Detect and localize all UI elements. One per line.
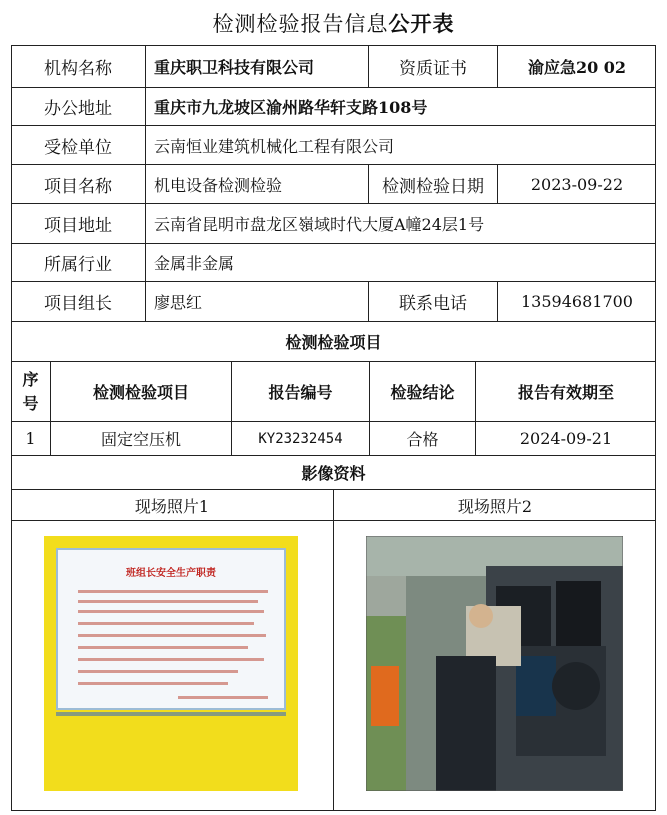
leader-label: 项目组长 — [44, 294, 112, 314]
notice-text-line — [78, 682, 228, 685]
images-heading: 影像资料 — [301, 464, 366, 483]
notice-text-line — [78, 670, 238, 673]
compressor-scene-image — [366, 536, 623, 791]
leader-value: 廖思红 — [154, 293, 203, 312]
row-valid-until: 2024-09-21 — [519, 429, 613, 448]
row-item: 固定空压机 — [100, 430, 181, 449]
industry-value: 金属非金属 — [154, 254, 235, 273]
items-heading: 检测检验项目 — [285, 333, 382, 352]
col-header-result: 检验结论 — [390, 383, 455, 402]
row-result: 合格 — [406, 430, 439, 449]
safety-notice-image — [56, 548, 286, 710]
notice-text-line — [178, 696, 268, 699]
notice-text-line — [78, 590, 268, 593]
notice-text-line — [78, 658, 264, 661]
site-label: 项目地址 — [44, 216, 112, 236]
industry-label: 所属行业 — [44, 255, 112, 275]
site-photo-1 — [44, 536, 298, 791]
cert-value: 渝应急20 02 — [527, 57, 627, 77]
notice-text-line — [78, 634, 266, 637]
site-value: 云南省昆明市盘龙区嶺域时代大厦A幢24层1号 — [154, 215, 485, 234]
col-header-item: 检测检验项目 — [92, 383, 189, 402]
notice-text-line — [78, 622, 254, 625]
col-header-valid-until: 报告有效期至 — [517, 383, 614, 402]
addr-value: 重庆市九龙坡区渝州路华轩支路108号 — [154, 98, 428, 117]
row-report-no: KY23232454 — [258, 430, 343, 447]
project-label: 项目名称 — [44, 176, 112, 197]
notice-title: 班组长安全生产职责 — [126, 568, 216, 579]
client-label: 受检单位 — [44, 137, 112, 158]
addr-label: 办公地址 — [44, 99, 112, 119]
col-header-report-no: 报告编号 — [268, 383, 333, 402]
notice-text-line — [78, 610, 264, 613]
col-divider — [333, 489, 334, 811]
notice-shelf — [56, 712, 286, 716]
org-value: 重庆职卫科技有限公司 — [154, 57, 315, 77]
notice-text-line — [78, 600, 258, 603]
date-label: 检测检验日期 — [382, 176, 484, 197]
page-title: 检测检验报告信息公开表 — [212, 11, 455, 36]
phone-label: 联系电话 — [399, 294, 467, 314]
org-label: 机构名称 — [44, 58, 112, 79]
cert-label: 资质证书 — [399, 58, 467, 79]
site-photo-2 — [366, 536, 623, 791]
notice-text-line — [78, 646, 248, 649]
photo2-label: 现场照片2 — [457, 496, 533, 516]
col-header-no: 序 号 — [22, 369, 39, 413]
photo1-label: 现场照片1 — [134, 496, 210, 516]
date-value: 2023-09-22 — [530, 174, 624, 194]
row-no: 1 — [25, 429, 36, 448]
project-value: 机电设备检测检验 — [154, 175, 283, 195]
phone-value: 13594681700 — [521, 292, 633, 311]
client-value: 云南恒业建筑机械化工程有限公司 — [154, 136, 395, 156]
